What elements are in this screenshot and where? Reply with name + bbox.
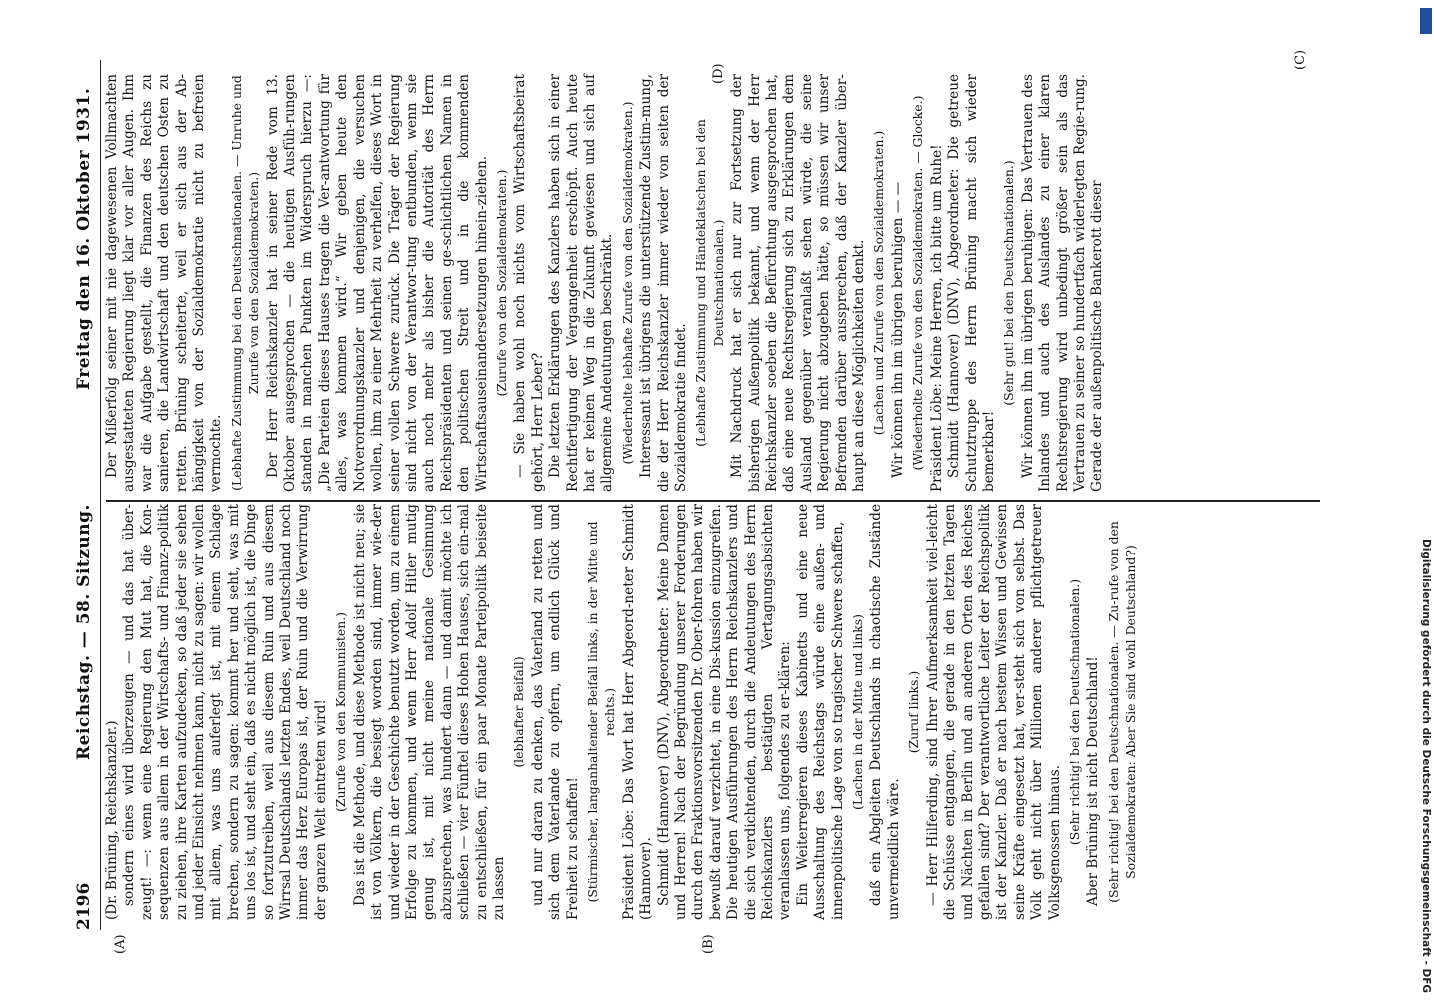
- paragraph: Ein Weiterregieren dieses Kabinetts und eine neue Ausschaltung des Reichstags würde eine außen- und innenpolitische Lage von so tragischer Schwere schaffen,: [794, 504, 846, 920]
- paragraph: sondern eines wird überzeugen — und das hat über-zeugt! —: wenn eine Regierung den Mut hat, die Kon-sequenzen aus allem in der Wirtschafts- und Finanz-politik zu ziehen, ihre Karten aufzudecken, so daß jeder sie sehen und jeder Einsicht nehmen kann, nicht zu sagen: wir wollen mit allem, was uns auferlegt ist, mit einem Schlage brechen, sondern zu sagen: kommt her und seht, was mit uns los ist, und seht ein, daß es nicht möglich ist, die Dinge so fortzutreiben, weil aus diesem Ruin und aus diesem Wirrsal Deutschlands letzten Endes, weil Deutschland noch immer das Herz Europas ist, der Ruin und die Verwirrung der ganzen Welt eintreten wird!: [121, 504, 329, 920]
- paragraph: Mit Nachdruck hat er sich nur zur Fortsetzung der bisherigen Außenpolitik bekannt, und wenn der Herr Reichskanzler soeben die Befürchtung ausgesprochen hat, daß eine neue Rechtsregierung sich zu Erklärungen dem Ausland gegenüber veranlaßt sehen würde, die seine Regierung nicht abzugeben hätte, so müssen wir unser Befremden darüber aussprechen, daß der Kanzler über-haupt an diese Möglichkeiten denkt.: [729, 74, 868, 492]
- interjection: (lebhafter Beifall): [511, 656, 527, 768]
- left-column: [104, 504, 1142, 920]
- margin-marker-c: (C): [1293, 49, 1308, 70]
- interjection: (Lachen in der Mitte und links): [850, 614, 866, 810]
- paragraph: Das ist die Methode, und diese Methode ist nicht neu; sie ist von Völkern, die besiegt worden sind, immer wie-der und wieder in der Geschichte benutzt worden, um zu einem Erfolge zu kommen, und wenn Herr Adolf Hitler mutig genug ist, mit nicht meine nationale Gesinnung abzusprechen, was hundert dann — und damit möchte ich schließen — vier Fünftel dieses Hohen Hauses, sich ein-mal zu entschließen, für ein paar Monate Parteipolitik beiseite zu lassen: [351, 504, 507, 920]
- speaker-line: (Dr. Brüning, Reichskanzler.): [104, 720, 120, 920]
- interjection: (Sehr richtig! bei den Deutschnationalen.): [1066, 578, 1082, 846]
- interjection: (Zurufe von den Sozialdemokraten.): [493, 169, 509, 397]
- digitization-note: [1418, 8, 1434, 993]
- interjection: (Sehr gut! bei den Deutschnationalen.): [1001, 160, 1017, 406]
- right-column: [104, 74, 1107, 492]
- paragraph: — Sie haben wohl noch nichts vom Wirtschaftsbeirat gehört, Herr Leber?: [512, 74, 546, 492]
- paragraph: Schmidt (Hannover) (DNV), Abgeordneter: Die getreue Schutztruppe des Herrn Brüning macht sich wieder bemerkbar!: [946, 74, 997, 492]
- paragraph: und nur daran zu denken, das Vaterland zu retten und sich dem Vaterlande zu opfern, um endlich Glück und Freiheit zu schaffen!: [529, 504, 581, 920]
- interjection: (Zuruf links.): [906, 670, 922, 754]
- paragraph: Der Mißerfolg seiner mit nie dagewesenen Vollmachten ausgestatteten Regierung liegt klar vor aller Augen. Ihm war die Aufgabe gestellt, die Finanzen des Reichs zu sanieren, die Landwirtschaft und den deutschen Osten zu retten. Brüning scheiterte, weil er sich aus der Ab-hängigkeit von der Sozialdemokratie nicht zu befreien vermochte.: [104, 74, 225, 492]
- page-number: 2196: [74, 882, 94, 930]
- interjection: (Lebhafte Zustimmung bei den Deutschnationalen. — Unruhe und Zurufe von den Sozialdemokraten.): [228, 75, 262, 491]
- interjection: (Sehr richtig! bei den Deutschnationalen. — Zu-rufe von den Sozialdemokraten: Aber Sie sind wohl Deutschland?): [1105, 521, 1139, 903]
- interjection: (Zurufe von den Kommunisten.): [333, 612, 349, 812]
- paragraph: Wir können ihn im übrigen beruhigen — —: [889, 181, 906, 478]
- speaker-line: Präsident Löbe: Meine Herren, ich bitte um Ruhe!: [928, 144, 945, 492]
- paragraph: — Herr Hilferding, sind Ihrer Aufmerksamkeit viel-leicht die Schüsse entgangen, die gerade in den letzten Tagen und Nächten in Berlin und an anderen Orten des Reiches gefallen sind? Der verantwortliche Leiter der Reichspolitik ist der Kanzler. Daß er nach bestem Wissen und Gewissen seine Kräfte eingesetzt hat, ver-steht sich von selbst. Das Volk geht nicht über Millionen anderer pflichtgetreuer Volksgenossen hinaus.: [924, 504, 1063, 920]
- paragraph: daß ein Abgleiten Deutschlands in chaotische Zustände unvermeidlich wäre.: [868, 504, 902, 920]
- interjection: (Lebhafte Zustimmung und Händeklatschen bei den Deutschnationalen.): [693, 119, 726, 447]
- page-header: [76, 70, 102, 930]
- margin-marker-d: (D): [711, 63, 726, 84]
- interjection: (Wiederholte lebhafte Zurufe von den Sozialdemokraten.): [619, 101, 635, 465]
- session-date: Freitag den 16. Oktober 1931.: [74, 87, 94, 390]
- paragraph: Aber Brüning ist nicht Deutschland!: [1085, 656, 1102, 906]
- interjection: (Stürmischer, langanhaltender Beifall links, in der Mitte und rechts.): [584, 521, 618, 903]
- interjection: (Wiederholte Zurufe von den Sozialdemokraten. — Glocke.): [910, 95, 926, 471]
- paragraph: Interessant ist übrigens die unterstützende Zustim-mung, die der Herr Reichskanzler immer wieder von seiten der Sozialdemokratie findet.: [638, 74, 689, 492]
- digitization-note-text: Digitalisierung gefördert durch die Deutsche Forschungsgemeinschaft - DFG: [1420, 539, 1432, 993]
- paragraph: Schmidt (Hannover) (DNV), Abgeordneter: Meine Damen und Herren! Nach der Begründung unserer Forderungen durch den Fraktionsvorsitzenden Dr. Ober-fohren haben wir bewußt darauf verzichtet, in eine Dis-kussion einzugreifen. Die heutigen Ausführungen des Herrn Reichskanzlers und die sich verdichtenden, durch die Andeutungen des Herrn Reichskanzlers bestätigten Vertagungsabsichten veranlassen uns, folgendes zu er-klären:: [655, 504, 794, 920]
- paragraph: Der Herr Reichskanzler hat in seiner Rede vom 13. Oktober ausgesprochen — die heutigen Ausfüh-rungen standen in manchen Punkten im Widerspruch hierzu —: „Die Parteien dieses Hauses tragen die Ver-antwortung für alles, was kommen wird.“ Wir geben heute den Notverordnungskanzler und denjenigen, die versuchen wollen, ihm zu einer Mehrheit zu verhelfen, dieses Wort in seiner vollen Schwere zurück. Die Träger der Regierung sind nicht von der Verantwor-tung entbunden, wenn sie auch noch mehr als bisher die Autorität des Herrn Reichspräsidenten und seinen ge-schichtlichen Namen in den politischen Streit und in die kommenden Wirtschaftsauseinandersetzungen hinein-ziehen.: [264, 74, 490, 492]
- running-title: Reichstag. — 58. Sitzung.: [74, 504, 94, 760]
- paragraph: Wir können ihn im übrigen beruhigen: Das Vertrauen des Inlandes und auch des Auslandes zu einer klaren Rechtsregierung wird unbedingt größer sein als das Vertrauen zu seiner so hundertfach widerlegten Regie-rung. Gerade der außenpolitische Bankerott dieser: [1019, 74, 1106, 492]
- column-divider: [106, 500, 1320, 502]
- margin-marker-a: (A): [113, 934, 128, 954]
- header-rule: [100, 60, 101, 930]
- dfg-logo: [1420, 8, 1432, 34]
- margin-marker-b: (B): [701, 934, 716, 954]
- paragraph: Die letzten Erklärungen des Kanzlers haben sich in einer Rechtfertigung der Vergangenheit erschöpft. Auch heute hat er keinen Weg in die Zukunft gewiesen und sich auf allgemeine Andeutungen beschränkt.: [547, 74, 616, 492]
- speaker-line: Präsident Löbe: Das Wort hat Herr Abgeord-neter Schmidt (Hannover).: [620, 504, 655, 920]
- interjection: (Lachen und Zurufe von den Sozialdemokraten.): [871, 130, 887, 436]
